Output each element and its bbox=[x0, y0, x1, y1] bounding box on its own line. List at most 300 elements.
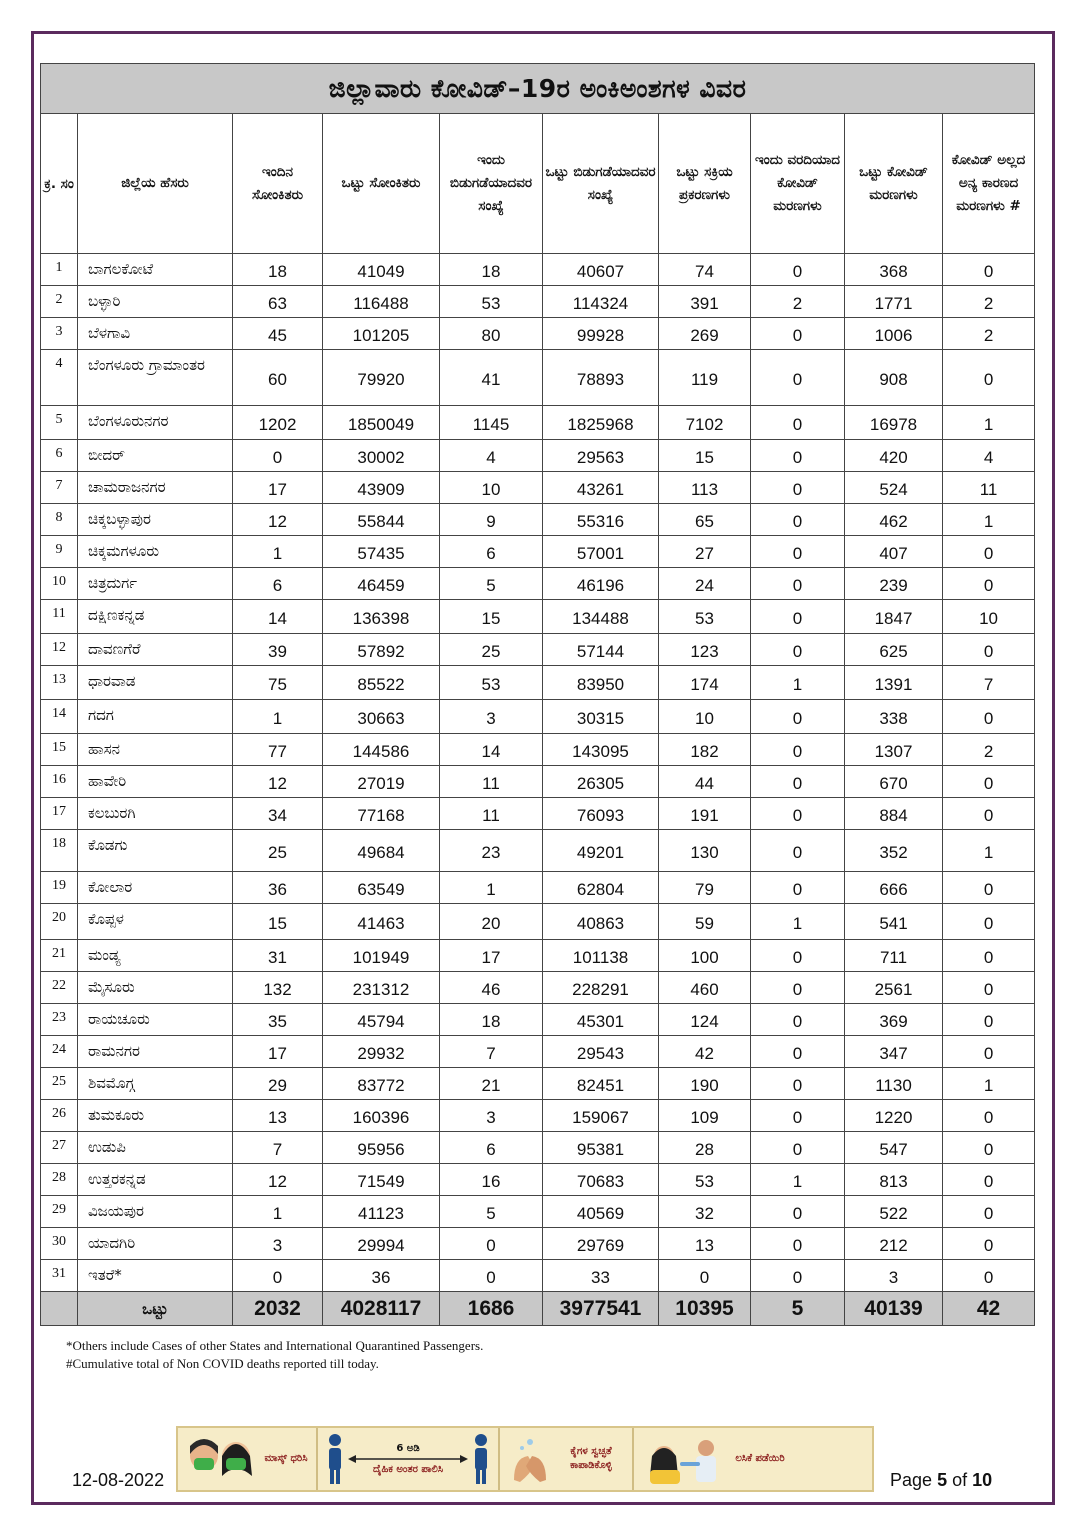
row-value-cell: 83772 bbox=[323, 1068, 440, 1100]
row-value-cell: 2 bbox=[943, 318, 1035, 350]
row-value-cell: 0 bbox=[751, 1068, 845, 1100]
row-value-cell: 0 bbox=[440, 1260, 543, 1292]
vaccination-icon bbox=[642, 1432, 728, 1486]
row-value-cell: 43261 bbox=[543, 472, 659, 504]
row-value-cell: 78893 bbox=[543, 350, 659, 406]
row-value-cell: 0 bbox=[659, 1260, 751, 1292]
row-value-cell: 547 bbox=[845, 1132, 943, 1164]
row-slno: 29 bbox=[41, 1196, 78, 1228]
row-value-cell: 13 bbox=[659, 1228, 751, 1260]
row-value-cell: 0 bbox=[943, 568, 1035, 600]
row-value-cell: 6 bbox=[440, 1132, 543, 1164]
row-value-cell: 2 bbox=[943, 286, 1035, 318]
row-value-cell: 144586 bbox=[323, 734, 440, 766]
row-district-name: ಮಂಡ್ಯ bbox=[78, 940, 233, 972]
row-value-cell: 31 bbox=[233, 940, 323, 972]
row-value-cell: 12 bbox=[233, 766, 323, 798]
row-value-cell: 0 bbox=[751, 472, 845, 504]
row-value-cell: 0 bbox=[751, 1228, 845, 1260]
row-value-cell: 0 bbox=[943, 700, 1035, 734]
row-value-cell: 0 bbox=[751, 830, 845, 872]
row-value-cell: 0 bbox=[751, 1004, 845, 1036]
header-total-discharged: ಒಟ್ಟು ಬಿಡುಗಡೆಯಾದವರ ಸಂಖ್ಯೆ bbox=[543, 114, 659, 254]
row-value-cell: 82451 bbox=[543, 1068, 659, 1100]
row-value-cell: 28 bbox=[659, 1132, 751, 1164]
row-value-cell: 352 bbox=[845, 830, 943, 872]
row-value-cell: 1 bbox=[943, 1068, 1035, 1100]
row-value-cell: 2 bbox=[751, 286, 845, 318]
row-value-cell: 1307 bbox=[845, 734, 943, 766]
row-value-cell: 0 bbox=[751, 872, 845, 904]
row-slno: 1 bbox=[41, 254, 78, 286]
row-value-cell: 43909 bbox=[323, 472, 440, 504]
row-value-cell: 0 bbox=[751, 634, 845, 666]
row-value-cell: 3 bbox=[440, 700, 543, 734]
total-cell: 42 bbox=[943, 1292, 1035, 1326]
table-row bbox=[41, 798, 1035, 830]
row-value-cell: 11 bbox=[440, 798, 543, 830]
total-row bbox=[41, 1292, 1035, 1326]
row-slno: 30 bbox=[41, 1228, 78, 1260]
row-district-name: ಯಾದಗಿರಿ bbox=[78, 1228, 233, 1260]
row-slno: 3 bbox=[41, 318, 78, 350]
row-value-cell: 0 bbox=[943, 798, 1035, 830]
row-value-cell: 62804 bbox=[543, 872, 659, 904]
row-value-cell: 1 bbox=[943, 406, 1035, 440]
row-value-cell: 231312 bbox=[323, 972, 440, 1004]
row-value-cell: 11 bbox=[943, 472, 1035, 504]
row-value-cell: 36 bbox=[323, 1260, 440, 1292]
row-value-cell: 17 bbox=[440, 940, 543, 972]
table-title: ಜಿಲ್ಲಾವಾರು ಕೋವಿಡ್–19ರ ಅಂಕಿಅಂಶಗಳ ವಿವರ bbox=[41, 64, 1035, 114]
row-value-cell: 70683 bbox=[543, 1164, 659, 1196]
row-district-name: ಶಿವಮೊಗ್ಗ bbox=[78, 1068, 233, 1100]
row-value-cell: 29932 bbox=[323, 1036, 440, 1068]
row-value-cell: 85522 bbox=[323, 666, 440, 700]
row-value-cell: 338 bbox=[845, 700, 943, 734]
page-current: 5 bbox=[937, 1470, 948, 1490]
mask-segment bbox=[178, 1428, 318, 1490]
total-cell: 3977541 bbox=[543, 1292, 659, 1326]
row-value-cell: 15 bbox=[233, 904, 323, 940]
row-slno: 16 bbox=[41, 766, 78, 798]
row-value-cell: 6 bbox=[233, 568, 323, 600]
row-value-cell: 0 bbox=[751, 350, 845, 406]
total-cell: 1686 bbox=[440, 1292, 543, 1326]
row-district-name: ಇತರೆ* bbox=[78, 1260, 233, 1292]
total-cell: 4028117 bbox=[323, 1292, 440, 1326]
row-value-cell: 369 bbox=[845, 1004, 943, 1036]
row-value-cell: 0 bbox=[751, 1100, 845, 1132]
row-value-cell: 124 bbox=[659, 1004, 751, 1036]
footnote-cumulative: #Cumulative total of Non COVID deaths reported till today. bbox=[66, 1356, 379, 1371]
row-slno: 8 bbox=[41, 504, 78, 536]
row-value-cell: 74 bbox=[659, 254, 751, 286]
row-value-cell: 40569 bbox=[543, 1196, 659, 1228]
row-value-cell: 0 bbox=[943, 904, 1035, 940]
row-value-cell: 49684 bbox=[323, 830, 440, 872]
row-district-name: ದಾವಣಗೆರೆ bbox=[78, 634, 233, 666]
row-value-cell: 44 bbox=[659, 766, 751, 798]
row-slno: 23 bbox=[41, 1004, 78, 1036]
handwash-label: ಕೈಗಳ ಸ್ವಚ್ಛತೆ ಕಾಪಾಡಿಕೊಳ್ಳಿ bbox=[570, 1446, 612, 1471]
row-value-cell: 14 bbox=[233, 600, 323, 634]
row-value-cell: 212 bbox=[845, 1228, 943, 1260]
row-value-cell: 18 bbox=[440, 1004, 543, 1036]
row-value-cell: 53 bbox=[659, 1164, 751, 1196]
row-value-cell: 75 bbox=[233, 666, 323, 700]
mask-label: ಮಾಸ್ಕ್ ಧರಿಸಿ bbox=[264, 1453, 308, 1464]
row-value-cell: 0 bbox=[943, 872, 1035, 904]
row-value-cell: 25 bbox=[233, 830, 323, 872]
row-value-cell: 6 bbox=[440, 536, 543, 568]
row-value-cell: 174 bbox=[659, 666, 751, 700]
row-value-cell: 0 bbox=[943, 1004, 1035, 1036]
table-row bbox=[41, 904, 1035, 940]
row-value-cell: 25 bbox=[440, 634, 543, 666]
row-value-cell: 1145 bbox=[440, 406, 543, 440]
row-value-cell: 0 bbox=[943, 350, 1035, 406]
row-value-cell: 1825968 bbox=[543, 406, 659, 440]
page-total: 10 bbox=[972, 1470, 993, 1490]
header-today-positive: ಇಂದಿನ ಸೋಂಕಿತರು bbox=[233, 114, 323, 254]
row-value-cell: 524 bbox=[845, 472, 943, 504]
footnotes bbox=[66, 1337, 483, 1373]
row-value-cell: 1 bbox=[943, 830, 1035, 872]
row-value-cell: 0 bbox=[751, 766, 845, 798]
row-value-cell: 7 bbox=[943, 666, 1035, 700]
row-value-cell: 29 bbox=[233, 1068, 323, 1100]
row-slno: 11 bbox=[41, 600, 78, 634]
row-value-cell: 57001 bbox=[543, 536, 659, 568]
row-value-cell: 101138 bbox=[543, 940, 659, 972]
report-date: 12-08-2022 bbox=[72, 1470, 165, 1490]
row-value-cell: 0 bbox=[943, 634, 1035, 666]
row-value-cell: 1 bbox=[233, 536, 323, 568]
row-value-cell: 30002 bbox=[323, 440, 440, 472]
row-value-cell: 670 bbox=[845, 766, 943, 798]
row-value-cell: 908 bbox=[845, 350, 943, 406]
table-row bbox=[41, 972, 1035, 1004]
row-value-cell: 0 bbox=[943, 940, 1035, 972]
row-district-name: ಕೊಡಗು bbox=[78, 830, 233, 872]
row-value-cell: 36 bbox=[233, 872, 323, 904]
row-value-cell: 7 bbox=[233, 1132, 323, 1164]
row-value-cell: 0 bbox=[751, 1132, 845, 1164]
page-prefix: Page bbox=[890, 1470, 933, 1490]
total-cell: 10395 bbox=[659, 1292, 751, 1326]
row-value-cell: 40863 bbox=[543, 904, 659, 940]
row-value-cell: 12 bbox=[233, 504, 323, 536]
row-value-cell: 407 bbox=[845, 536, 943, 568]
row-value-cell: 101949 bbox=[323, 940, 440, 972]
row-district-name: ರಾಮನಗರ bbox=[78, 1036, 233, 1068]
row-value-cell: 41463 bbox=[323, 904, 440, 940]
row-value-cell: 77168 bbox=[323, 798, 440, 830]
vaccine-segment bbox=[634, 1428, 794, 1490]
distance-segment bbox=[318, 1428, 500, 1490]
row-value-cell: 4 bbox=[440, 440, 543, 472]
row-value-cell: 884 bbox=[845, 798, 943, 830]
table-row bbox=[41, 1036, 1035, 1068]
row-value-cell: 101205 bbox=[323, 318, 440, 350]
row-slno: 6 bbox=[41, 440, 78, 472]
row-value-cell: 1 bbox=[233, 700, 323, 734]
row-value-cell: 228291 bbox=[543, 972, 659, 1004]
row-value-cell: 42 bbox=[659, 1036, 751, 1068]
row-value-cell: 0 bbox=[943, 254, 1035, 286]
row-value-cell: 34 bbox=[233, 798, 323, 830]
row-value-cell: 3 bbox=[845, 1260, 943, 1292]
row-district-name: ಕೋಲಾರ bbox=[78, 872, 233, 904]
row-value-cell: 625 bbox=[845, 634, 943, 666]
row-value-cell: 9 bbox=[440, 504, 543, 536]
row-value-cell: 59 bbox=[659, 904, 751, 940]
table-row bbox=[41, 440, 1035, 472]
row-value-cell: 114324 bbox=[543, 286, 659, 318]
table-row bbox=[41, 700, 1035, 734]
row-district-name: ಗದಗ bbox=[78, 700, 233, 734]
row-value-cell: 0 bbox=[751, 254, 845, 286]
row-value-cell: 368 bbox=[845, 254, 943, 286]
row-value-cell: 16978 bbox=[845, 406, 943, 440]
row-value-cell: 0 bbox=[751, 440, 845, 472]
header-slno: ಕ್ರ. ಸಂ bbox=[41, 114, 78, 254]
row-value-cell: 5 bbox=[440, 568, 543, 600]
row-value-cell: 63549 bbox=[323, 872, 440, 904]
row-value-cell: 2561 bbox=[845, 972, 943, 1004]
row-value-cell: 41123 bbox=[323, 1196, 440, 1228]
row-value-cell: 45794 bbox=[323, 1004, 440, 1036]
row-value-cell: 130 bbox=[659, 830, 751, 872]
row-value-cell: 57435 bbox=[323, 536, 440, 568]
table-row bbox=[41, 1100, 1035, 1132]
row-value-cell: 79920 bbox=[323, 350, 440, 406]
distance-label: ದೈಹಿಕ ಅಂತರ ಪಾಲಿಸಿ bbox=[372, 1464, 444, 1475]
row-value-cell: 57144 bbox=[543, 634, 659, 666]
row-value-cell: 1202 bbox=[233, 406, 323, 440]
table-row bbox=[41, 666, 1035, 700]
table-row bbox=[41, 830, 1035, 872]
row-district-name: ಬಳ್ಳಾರಿ bbox=[78, 286, 233, 318]
person-icon bbox=[472, 1432, 490, 1486]
row-slno: 18 bbox=[41, 830, 78, 872]
table-row bbox=[41, 318, 1035, 350]
row-value-cell: 0 bbox=[233, 1260, 323, 1292]
row-slno: 10 bbox=[41, 568, 78, 600]
row-value-cell: 541 bbox=[845, 904, 943, 940]
table-row bbox=[41, 940, 1035, 972]
header-non-covid-deaths: ಕೋವಿಡ್ ಅಲ್ಲದ ಅನ್ಯ ಕಾರಣದ ಮರಣಗಳು # bbox=[943, 114, 1035, 254]
row-value-cell: 53 bbox=[659, 600, 751, 634]
row-district-name: ಬೆಳಗಾವಿ bbox=[78, 318, 233, 350]
table-row bbox=[41, 1228, 1035, 1260]
row-value-cell: 27 bbox=[659, 536, 751, 568]
header-district: ಜಿಲ್ಲೆಯ ಹೆಸರು bbox=[78, 114, 233, 254]
row-slno: 27 bbox=[41, 1132, 78, 1164]
row-value-cell: 49201 bbox=[543, 830, 659, 872]
row-slno: 2 bbox=[41, 286, 78, 318]
row-slno: 4 bbox=[41, 350, 78, 406]
row-district-name: ಕಲಬುರಗಿ bbox=[78, 798, 233, 830]
row-value-cell: 191 bbox=[659, 798, 751, 830]
row-slno: 21 bbox=[41, 940, 78, 972]
row-value-cell: 239 bbox=[845, 568, 943, 600]
table-row bbox=[41, 1068, 1035, 1100]
row-value-cell: 1850049 bbox=[323, 406, 440, 440]
row-value-cell: 0 bbox=[751, 536, 845, 568]
row-district-name: ಹಾಸನ bbox=[78, 734, 233, 766]
row-value-cell: 45301 bbox=[543, 1004, 659, 1036]
table-row bbox=[41, 1004, 1035, 1036]
row-value-cell: 347 bbox=[845, 1036, 943, 1068]
row-value-cell: 46 bbox=[440, 972, 543, 1004]
row-value-cell: 60 bbox=[233, 350, 323, 406]
header-total-positive: ಒಟ್ಟು ಸೋಂಕಿತರು bbox=[323, 114, 440, 254]
row-value-cell: 1 bbox=[751, 666, 845, 700]
row-value-cell: 522 bbox=[845, 1196, 943, 1228]
row-value-cell: 32 bbox=[659, 1196, 751, 1228]
row-slno: 24 bbox=[41, 1036, 78, 1068]
row-value-cell: 11 bbox=[440, 766, 543, 798]
row-value-cell: 77 bbox=[233, 734, 323, 766]
table-row bbox=[41, 1164, 1035, 1196]
double-arrow-icon bbox=[348, 1454, 468, 1464]
row-slno: 5 bbox=[41, 406, 78, 440]
row-district-name: ಮೈಸೂರು bbox=[78, 972, 233, 1004]
row-slno: 9 bbox=[41, 536, 78, 568]
row-value-cell: 1 bbox=[440, 872, 543, 904]
row-value-cell: 24 bbox=[659, 568, 751, 600]
row-value-cell: 40607 bbox=[543, 254, 659, 286]
header-today-discharged: ಇಂದು ಬಿಡುಗಡೆಯಾದವರ ಸಂಖ್ಯೆ bbox=[440, 114, 543, 254]
row-value-cell: 182 bbox=[659, 734, 751, 766]
total-cell: 40139 bbox=[845, 1292, 943, 1326]
row-value-cell: 29994 bbox=[323, 1228, 440, 1260]
row-value-cell: 17 bbox=[233, 1036, 323, 1068]
header-total-active: ಒಟ್ಟು ಸಕ್ರಿಯ ಪ್ರಕರಣಗಳು bbox=[659, 114, 751, 254]
table-row bbox=[41, 472, 1035, 504]
row-district-name: ಹಾವೇರಿ bbox=[78, 766, 233, 798]
table-row bbox=[41, 734, 1035, 766]
row-value-cell: 0 bbox=[751, 972, 845, 1004]
row-value-cell: 134488 bbox=[543, 600, 659, 634]
row-value-cell: 80 bbox=[440, 318, 543, 350]
row-value-cell: 29543 bbox=[543, 1036, 659, 1068]
row-value-cell: 39 bbox=[233, 634, 323, 666]
row-value-cell: 53 bbox=[440, 666, 543, 700]
row-value-cell: 116488 bbox=[323, 286, 440, 318]
row-value-cell: 10 bbox=[659, 700, 751, 734]
vaccine-label: ಲಸಿಕೆ ಪಡೆಯಿರಿ bbox=[735, 1453, 785, 1464]
row-district-name: ಬೆಂಗಳೂರುನಗರ bbox=[78, 406, 233, 440]
distance-indicator bbox=[348, 1443, 468, 1475]
row-value-cell: 5 bbox=[440, 1196, 543, 1228]
row-district-name: ತುಮಕೂರು bbox=[78, 1100, 233, 1132]
row-value-cell: 109 bbox=[659, 1100, 751, 1132]
row-slno: 15 bbox=[41, 734, 78, 766]
row-district-name: ವಿಜಯಪುರ bbox=[78, 1196, 233, 1228]
table-row bbox=[41, 406, 1035, 440]
row-value-cell: 813 bbox=[845, 1164, 943, 1196]
page-of: of bbox=[952, 1470, 968, 1490]
table-row bbox=[41, 1260, 1035, 1292]
row-value-cell: 99928 bbox=[543, 318, 659, 350]
row-value-cell: 1 bbox=[751, 1164, 845, 1196]
row-value-cell: 0 bbox=[751, 318, 845, 350]
row-value-cell: 0 bbox=[751, 568, 845, 600]
row-district-name: ಉತ್ತರಕನ್ನಡ bbox=[78, 1164, 233, 1196]
row-value-cell: 79 bbox=[659, 872, 751, 904]
person-icon bbox=[326, 1432, 344, 1486]
row-value-cell: 53 bbox=[440, 286, 543, 318]
row-value-cell: 160396 bbox=[323, 1100, 440, 1132]
row-slno: 12 bbox=[41, 634, 78, 666]
row-value-cell: 0 bbox=[943, 1164, 1035, 1196]
row-district-name: ಚಾಮರಾಜನಗರ bbox=[78, 472, 233, 504]
row-value-cell: 0 bbox=[751, 940, 845, 972]
row-value-cell: 2 bbox=[943, 734, 1035, 766]
row-slno: 28 bbox=[41, 1164, 78, 1196]
row-slno: 19 bbox=[41, 872, 78, 904]
row-value-cell: 83950 bbox=[543, 666, 659, 700]
table-row bbox=[41, 568, 1035, 600]
row-value-cell: 119 bbox=[659, 350, 751, 406]
row-value-cell: 0 bbox=[751, 504, 845, 536]
row-value-cell: 76093 bbox=[543, 798, 659, 830]
row-value-cell: 123 bbox=[659, 634, 751, 666]
row-slno: 22 bbox=[41, 972, 78, 1004]
row-value-cell: 21 bbox=[440, 1068, 543, 1100]
row-slno: 7 bbox=[41, 472, 78, 504]
row-value-cell: 269 bbox=[659, 318, 751, 350]
row-district-name: ರಾಯಚೂರು bbox=[78, 1004, 233, 1036]
row-value-cell: 7 bbox=[440, 1036, 543, 1068]
mask-face-icon bbox=[186, 1432, 258, 1486]
row-value-cell: 0 bbox=[233, 440, 323, 472]
row-slno: 17 bbox=[41, 798, 78, 830]
row-value-cell: 0 bbox=[751, 1196, 845, 1228]
row-slno: 31 bbox=[41, 1260, 78, 1292]
row-value-cell: 0 bbox=[943, 1036, 1035, 1068]
row-value-cell: 1 bbox=[751, 904, 845, 940]
row-value-cell: 1391 bbox=[845, 666, 943, 700]
row-district-name: ಕೊಪ್ಪಳ bbox=[78, 904, 233, 940]
row-value-cell: 132 bbox=[233, 972, 323, 1004]
total-blank bbox=[41, 1292, 78, 1326]
row-value-cell: 1220 bbox=[845, 1100, 943, 1132]
table-row bbox=[41, 766, 1035, 798]
table-row bbox=[41, 286, 1035, 318]
row-value-cell: 460 bbox=[659, 972, 751, 1004]
handwash-segment bbox=[500, 1428, 634, 1490]
row-value-cell: 0 bbox=[943, 1132, 1035, 1164]
total-label: ಒಟ್ಟು bbox=[78, 1292, 233, 1326]
row-value-cell: 0 bbox=[751, 798, 845, 830]
row-value-cell: 14 bbox=[440, 734, 543, 766]
row-value-cell: 143095 bbox=[543, 734, 659, 766]
table-row bbox=[41, 1196, 1035, 1228]
row-value-cell: 30315 bbox=[543, 700, 659, 734]
row-value-cell: 17 bbox=[233, 472, 323, 504]
row-slno: 20 bbox=[41, 904, 78, 940]
row-value-cell: 15 bbox=[440, 600, 543, 634]
table-row bbox=[41, 872, 1035, 904]
table-row bbox=[41, 254, 1035, 286]
row-value-cell: 0 bbox=[440, 1228, 543, 1260]
row-value-cell: 46196 bbox=[543, 568, 659, 600]
row-value-cell: 57892 bbox=[323, 634, 440, 666]
